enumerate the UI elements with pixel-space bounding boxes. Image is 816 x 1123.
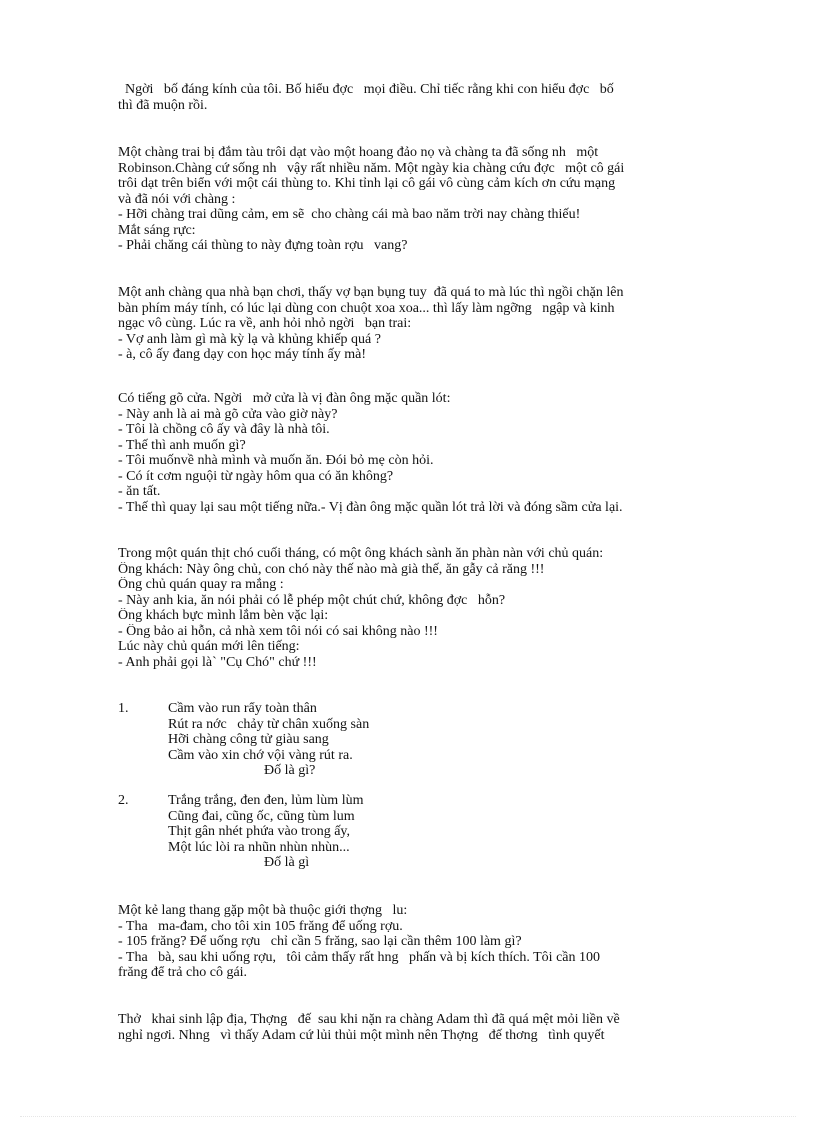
text-line: - Tôi là chồng cô ấy và đây là nhà tôi.	[118, 422, 330, 437]
text-line: Mắt sáng rực:	[118, 222, 196, 238]
text-line: ngạc vô cùng. Lúc ra về, anh hỏi nhỏ ngời bạn trai:	[118, 316, 412, 331]
text-line: - Vợ anh làm gì mà kỳ lạ và khủng khiếp quá ?	[118, 331, 381, 347]
riddle-number: 1.	[118, 701, 129, 716]
page-bottom-divider	[20, 1116, 796, 1117]
paragraph-computer	[118, 285, 696, 363]
text-line: Ông khách: Này ông chủ, con chó này thế nào mà già thế, ăn gẫy cả răng !!!	[118, 561, 545, 577]
text-line: - à, cô ấy đang dạy con học máy tính ấy mà!	[118, 347, 367, 362]
text-line: Một anh chàng qua nhà bạn chơi, thấy vợ bạn bụng tuy đã quá to mà lúc thì ngồi chặn lên	[118, 285, 624, 300]
riddle-line: Hỡi chàng công tử giàu sang	[168, 732, 329, 747]
riddle-line: Cầm vào run rẩy toàn thân	[168, 701, 317, 716]
text-line: - Thế thì quay lại sau một tiếng nữa.- Vị đàn ông mặc quần lót trả lời và đóng sầm cửa lại.	[118, 499, 623, 515]
riddle-line: Cầm vào xin chớ vội vàng rút ra.	[168, 747, 353, 763]
text-line: - Thế thì anh muốn gì?	[118, 437, 246, 453]
riddle-line: Trắng trắng, đen đen, lủm lùm lùm	[168, 793, 364, 808]
text-line: - Tha bà, sau khi uống rợu, tôi cảm thấy rất hng phấn và bị kích thích. Tôi cần 100	[118, 949, 601, 965]
paragraph-knock	[118, 391, 696, 515]
text-line: bàn phím máy tính, có lúc lại dùng con chuột xoa xoa... thì lấy làm ngỡng ngập và kinh	[118, 300, 615, 316]
riddle-line: Một lúc lòi ra nhũn nhùn nhùn...	[168, 839, 350, 855]
text-line: Ông khách bực mình lắm bèn vặc lại:	[118, 608, 329, 623]
text-line: - Này anh là ai mà gõ cửa vào giờ này?	[118, 406, 338, 422]
paragraph-father	[118, 82, 696, 113]
riddle-line: Cũng đai, cũng ốc, cũng tùm lum	[168, 808, 355, 824]
text-line: - ăn tất.	[118, 484, 161, 499]
text-line: Ông chủ quán quay ra mắng :	[118, 577, 284, 592]
text-line: - Tôi muốnvề nhà mình và muốn ăn. Đói bỏ mẹ còn hỏi.	[118, 453, 434, 468]
paragraph-adam	[118, 1012, 696, 1043]
text-line: Một chàng trai bị đắm tàu trôi dạt vào một hoang đảo nọ và chàng ta đã sống nh một	[118, 145, 599, 160]
text-line: - Hỡi chàng trai dũng cảm, em sẽ cho chàng cái mà bao năm trời nay chàng thiếu!	[118, 207, 581, 222]
riddle-line: Rút ra nớc chảy từ chân xuống sàn	[168, 716, 370, 732]
text-line: Một kẻ lang thang gặp một bà thuộc giới thợng lu:	[118, 903, 408, 918]
text-line: Lúc này chủ quán mới lên tiếng:	[118, 639, 300, 654]
text-line: Trong một quán thịt chó cuối tháng, có một ông khách sành ăn phàn nàn với chủ quán:	[118, 546, 604, 561]
text-line: Robinson.Chàng cứ sống nh vậy rất nhiều năm. Một ngày kia chàng cứu đợc một cô gái	[118, 160, 625, 176]
text-line: frăng để trả cho cô gái.	[118, 965, 248, 980]
text-line: - 105 frăng? Để uống rợu chỉ cần 5 frăng, sao lại cần thêm 100 làm gì?	[118, 934, 522, 949]
text-line: - Có ít cơm nguội từ ngày hôm qua có ăn không?	[118, 468, 394, 484]
text-line: - Phải chăng cái thùng to này đựng toàn rợu vang?	[118, 238, 408, 253]
text-line: Có tiếng gõ cửa. Ngời mở cửa là vị đàn ông mặc quần lót:	[118, 391, 451, 406]
text-line: nghỉ ngơi. Nhng vì thấy Adam cứ lủi thủi một mình nên Thợng đế thơng tình quyết	[118, 1027, 605, 1043]
text-line: và đã nói với chàng :	[118, 191, 236, 207]
riddle-number: 2.	[118, 793, 129, 808]
text-line: - Ông bảo ai hỗn, cả nhà xem tôi nói có sai không nào !!!	[118, 623, 438, 639]
text-line: thì đã muộn rồi.	[118, 97, 208, 113]
text-line: trôi dạt trên biển với một cái thùng to. Khi tỉnh lại cô gái vô cùng cảm kích ơn cứu mạng	[118, 176, 616, 191]
text-line: Thở khai sinh lập địa, Thợng đế sau khi nặn ra chàng Adam thì đã quá mệt mỏi liền về	[118, 1012, 620, 1027]
text-line: Ngời bố đáng kính của tôi. Bố hiểu đợc mọi điều. Chỉ tiếc rằng khi con hiểu đợc bố	[118, 82, 614, 97]
riddle-answer: Đố là gì	[264, 855, 310, 870]
riddle-line: Thịt gân nhét phứa vào trong ấy,	[168, 824, 351, 839]
text-line: - Tha ma-đam, cho tôi xin 105 frăng để uống rợu.	[118, 918, 403, 934]
paragraph-robinson	[118, 145, 696, 254]
paragraph-vagrant	[118, 903, 696, 981]
text-line: - Này anh kia, ăn nói phải có lễ phép một chút chứ, không đợc hỗn?	[118, 592, 506, 608]
paragraph-dog-meat	[118, 546, 696, 670]
riddle-answer: Đố là gì?	[264, 763, 316, 778]
text-line: - Anh phải gọi là` "Cụ Chó" chứ !!!	[118, 654, 317, 670]
